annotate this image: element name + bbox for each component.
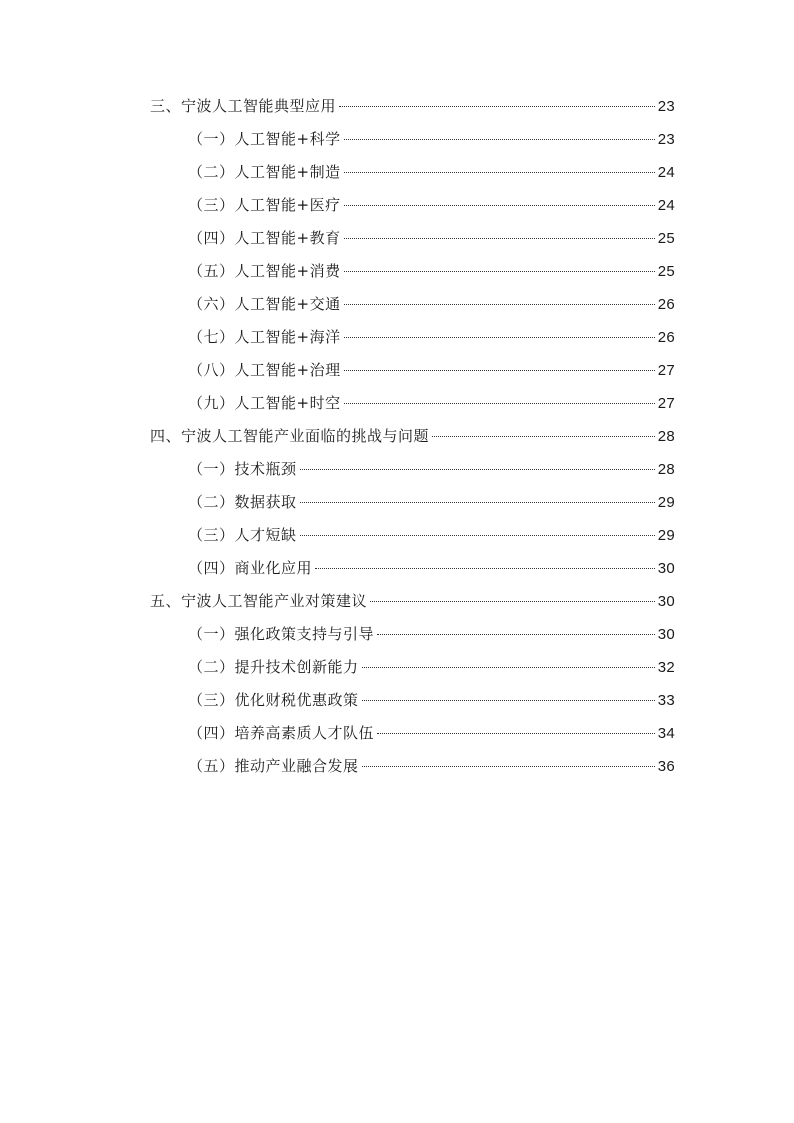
toc-entry-label: （二）人工智能+制造 [188, 163, 341, 181]
toc-entry-label: （七）人工智能+海洋 [188, 328, 341, 346]
toc-entry-label: （二）数据获取 [188, 493, 297, 511]
toc-page-number: 36 [657, 758, 675, 775]
toc-page-number: 25 [657, 230, 675, 247]
dot-leader [315, 568, 655, 569]
toc-page-number: 29 [657, 494, 675, 511]
dot-leader [344, 172, 655, 173]
toc-entry-label: （四）人工智能+教育 [188, 229, 341, 247]
table-of-contents [150, 93, 675, 786]
dot-leader [300, 502, 655, 503]
toc-entry-5-2[interactable] [150, 654, 675, 687]
toc-entry-3-4[interactable] [150, 225, 675, 258]
toc-entry-label: 五、宁波人工智能产业对策建议 [150, 592, 368, 610]
dot-leader [344, 271, 655, 272]
toc-entry-label: （六）人工智能+交通 [188, 295, 341, 313]
toc-page-number: 34 [657, 725, 675, 742]
dot-leader [344, 139, 655, 140]
toc-page-number: 28 [657, 461, 675, 478]
toc-entry-label: （二）提升技术创新能力 [188, 658, 359, 676]
toc-entry-section-3[interactable] [150, 93, 675, 126]
dot-leader [362, 700, 655, 701]
toc-page-number: 25 [657, 263, 675, 280]
toc-page-number: 30 [657, 593, 675, 610]
toc-entry-3-6[interactable] [150, 291, 675, 324]
toc-entry-4-4[interactable] [150, 555, 675, 588]
dot-leader [377, 733, 655, 734]
dot-leader [344, 370, 655, 371]
toc-page-number: 24 [657, 164, 675, 181]
toc-page-number: 24 [657, 197, 675, 214]
toc-entry-label: （三）人才短缺 [188, 526, 297, 544]
toc-page-number: 30 [657, 626, 675, 643]
toc-entry-section-4[interactable] [150, 423, 675, 456]
toc-entry-label: （一）强化政策支持与引导 [188, 625, 375, 643]
toc-entry-4-2[interactable] [150, 489, 675, 522]
toc-entry-label: （一）技术瓶颈 [188, 460, 297, 478]
dot-leader [377, 634, 655, 635]
toc-entry-5-5[interactable] [150, 753, 675, 786]
dot-leader [344, 238, 655, 239]
toc-entry-label: （三）优化财税优惠政策 [188, 691, 359, 709]
toc-page-number: 27 [657, 395, 675, 412]
toc-entry-label: （五）推动产业融合发展 [188, 757, 359, 775]
toc-entry-3-8[interactable] [150, 357, 675, 390]
toc-entry-label: 四、宁波人工智能产业面临的挑战与问题 [150, 427, 430, 445]
toc-entry-label: （五）人工智能+消费 [188, 262, 341, 280]
toc-page-number: 26 [657, 329, 675, 346]
toc-entry-5-1[interactable] [150, 621, 675, 654]
dot-leader [339, 106, 655, 107]
toc-entry-label: （九）人工智能+时空 [188, 394, 341, 412]
toc-entry-3-2[interactable] [150, 159, 675, 192]
toc-entry-label: （四）培养高素质人才队伍 [188, 724, 375, 742]
dot-leader [344, 304, 655, 305]
toc-page-number: 30 [657, 560, 675, 577]
toc-entry-3-1[interactable] [150, 126, 675, 159]
toc-page-number: 26 [657, 296, 675, 313]
dot-leader [344, 205, 655, 206]
toc-page-number: 32 [657, 659, 675, 676]
toc-entry-section-5[interactable] [150, 588, 675, 621]
toc-entry-label: （四）商业化应用 [188, 559, 313, 577]
toc-page-number: 27 [657, 362, 675, 379]
dot-leader [300, 469, 655, 470]
toc-entry-label: 三、宁波人工智能典型应用 [150, 97, 337, 115]
toc-entry-5-3[interactable] [150, 687, 675, 720]
toc-entry-label: （八）人工智能+治理 [188, 361, 341, 379]
dot-leader [432, 436, 655, 437]
dot-leader [344, 403, 655, 404]
dot-leader [362, 766, 655, 767]
toc-page-number: 33 [657, 692, 675, 709]
toc-entry-3-7[interactable] [150, 324, 675, 357]
toc-entry-label: （一）人工智能+科学 [188, 130, 341, 148]
toc-entry-4-3[interactable] [150, 522, 675, 555]
toc-page-number: 23 [657, 98, 675, 115]
toc-entry-3-3[interactable] [150, 192, 675, 225]
dot-leader [370, 601, 655, 602]
dot-leader [362, 667, 655, 668]
dot-leader [344, 337, 655, 338]
toc-page-number: 23 [657, 131, 675, 148]
toc-entry-5-4[interactable] [150, 720, 675, 753]
toc-entry-4-1[interactable] [150, 456, 675, 489]
dot-leader [300, 535, 655, 536]
toc-page-number: 28 [657, 428, 675, 445]
toc-entry-label: （三）人工智能+医疗 [188, 196, 341, 214]
toc-page-number: 29 [657, 527, 675, 544]
toc-entry-3-5[interactable] [150, 258, 675, 291]
toc-entry-3-9[interactable] [150, 390, 675, 423]
